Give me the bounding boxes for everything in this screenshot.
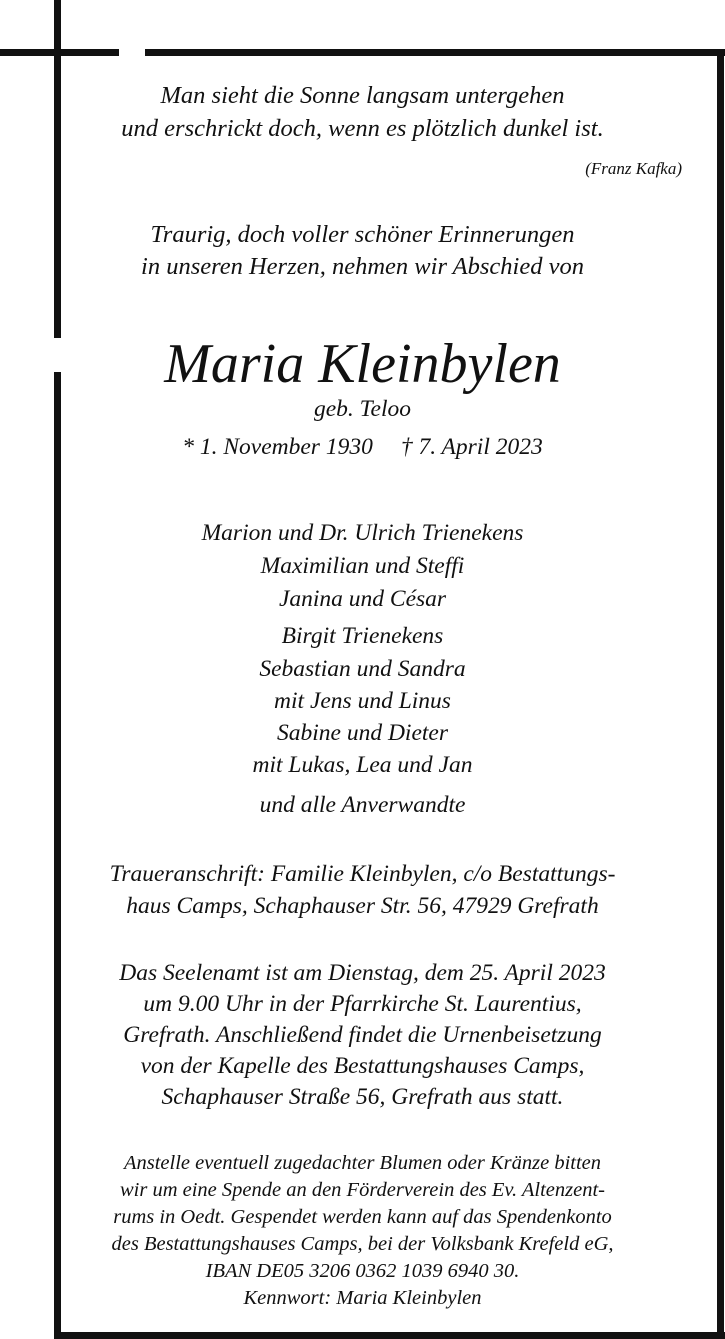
service-line: Schaphauser Straße 56, Grefrath aus statt. [161, 1084, 564, 1110]
birth-date: * 1. November 1930 [182, 434, 373, 460]
donation-line: rums in Oedt. Gespendet werden kann auf das Spendenkonto [113, 1206, 612, 1228]
mourner-line: Janina und César [278, 586, 447, 612]
intro-line-2: in unseren Herzen, nehmen wir Abschied von [141, 253, 584, 280]
intro-line-1: Traurig, doch voller schöner Erinnerungen [150, 221, 575, 248]
mourner-line: mit Jens und Linus [274, 688, 451, 714]
mourner-line: Marion und Dr. Ulrich Trienekens [201, 520, 524, 546]
mourner-line: und alle Anverwandte [259, 792, 466, 818]
deceased-name: Maria Kleinbylen [164, 333, 561, 395]
donation-line: Kennwort: Maria Kleinbylen [243, 1287, 482, 1309]
mourner-line: Sebastian und Sandra [259, 656, 466, 682]
mourner-line: Sabine und Dieter [277, 720, 448, 746]
deceased-dates [0, 434, 725, 461]
donation-line: IBAN DE05 3206 0362 1039 6940 30. [205, 1260, 520, 1282]
service-line: um 9.00 Uhr in der Pfarrkirche St. Laurentius, [143, 991, 582, 1017]
death-date: † 7. April 2023 [400, 434, 543, 460]
mourner-line: Maximilian und Steffi [260, 553, 465, 579]
mourner-line: Birgit Trienekens [281, 623, 444, 649]
cross-horizontal-bar [0, 49, 119, 56]
service-line: von der Kapelle des Bestattungshauses Camps, [140, 1053, 585, 1079]
frame-top-border [145, 49, 725, 56]
address-line-1: Traueranschrift: Familie Kleinbylen, c/o Bestattungs- [109, 861, 616, 887]
donation-line: des Bestattungshauses Camps, bei der Volksbank Krefeld eG, [111, 1233, 614, 1255]
quote-author: (Franz Kafka) [585, 159, 682, 178]
service-line: Grefrath. Anschließend findet die Urnenbeisetzung [123, 1022, 602, 1048]
address-line-2: haus Camps, Schaphauser Str. 56, 47929 Grefrath [126, 893, 599, 919]
deceased-birth-name: geb. Teloo [313, 396, 412, 422]
donation-line: Anstelle eventuell zugedachter Blumen oder Kränze bitten [123, 1152, 602, 1174]
frame-bottom-border [54, 1332, 725, 1339]
service-line: Das Seelenamt ist am Dienstag, dem 25. April 2023 [119, 960, 606, 986]
donation-line: wir um eine Spende an den Förderverein des Ev. Altenzent- [119, 1179, 606, 1201]
quote-line-2: und erschrickt doch, wenn es plötzlich dunkel ist. [121, 115, 604, 142]
quote-line-1: Man sieht die Sonne langsam untergehen [160, 82, 565, 109]
mourner-line: mit Lukas, Lea und Jan [252, 752, 473, 778]
